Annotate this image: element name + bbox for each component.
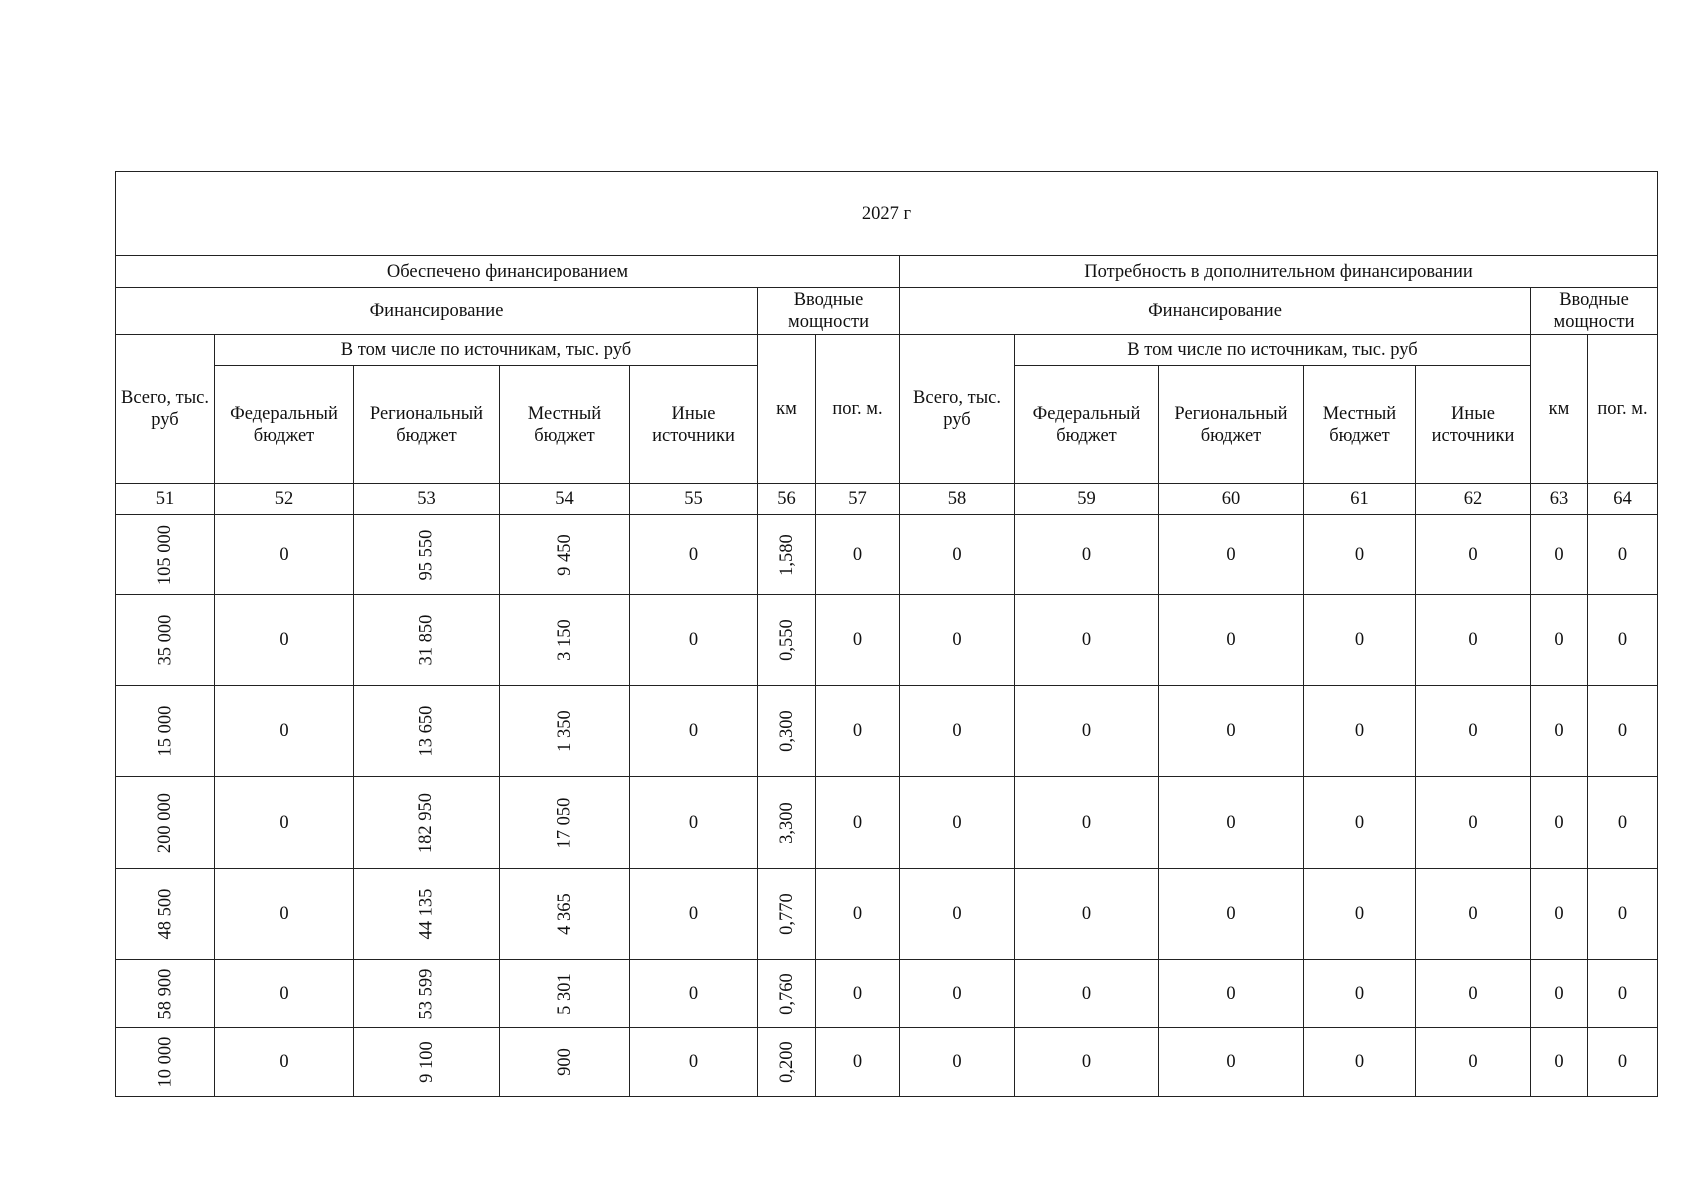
table-cell: 0: [1304, 515, 1416, 595]
table-cell: [500, 869, 630, 960]
table-cell: 0: [215, 960, 354, 1028]
table-cell: 0: [1588, 869, 1658, 960]
table-cell: 0: [1531, 595, 1588, 686]
table-cell: [500, 595, 630, 686]
table-cell: 0: [1159, 777, 1304, 869]
col-header-other: Иные источники: [630, 366, 758, 484]
section-additional-header: Потребность в дополнительном финансировании: [900, 256, 1658, 288]
table-cell: 0: [215, 777, 354, 869]
cell-value: 1 350: [554, 710, 575, 752]
col-header-total: Всего, тыс. руб: [900, 335, 1015, 484]
table-cell: [758, 869, 816, 960]
table-cell: 0: [1416, 1028, 1531, 1097]
table-cell: 0: [816, 595, 900, 686]
table-cell: 0: [630, 869, 758, 960]
table-cell: 0: [816, 686, 900, 777]
table-cell: 0: [900, 869, 1015, 960]
col-header-km: км: [758, 335, 816, 484]
table-row: [116, 960, 1658, 1028]
table-cell: [116, 1028, 215, 1097]
table-cell: [758, 1028, 816, 1097]
table-cell: 0: [1015, 777, 1159, 869]
table-cell: 0: [215, 595, 354, 686]
sources-header-additional: В том числе по источникам, тыс. руб: [1015, 335, 1531, 366]
table-cell: 0: [1588, 1028, 1658, 1097]
table-cell: [758, 686, 816, 777]
table-cell: 0: [1416, 869, 1531, 960]
table-row: [116, 869, 1658, 960]
table-cell: 0: [215, 515, 354, 595]
table-row: [116, 1028, 1658, 1097]
table-cell: 0: [1159, 595, 1304, 686]
table-row: [116, 777, 1658, 869]
cell-value: 48 500: [155, 888, 175, 940]
column-number: 52: [215, 484, 354, 515]
table-cell: [354, 686, 500, 777]
table-cell: 0: [816, 1028, 900, 1097]
cell-value: 0,760: [776, 972, 797, 1015]
cell-value: 31 850: [416, 614, 437, 666]
column-number: 54: [500, 484, 630, 515]
cell-value: 0,770: [776, 893, 797, 935]
cell-value: 0,550: [776, 619, 797, 661]
table-cell: [116, 515, 215, 595]
table-cell: [500, 777, 630, 869]
table-cell: 0: [215, 869, 354, 960]
col-header-regional: Региональный бюджет: [354, 366, 500, 484]
table-cell: 0: [1159, 1028, 1304, 1097]
cell-value: 3 150: [554, 619, 575, 661]
table-row: [116, 515, 1658, 595]
sources-header-secured: В том числе по источникам, тыс. руб: [215, 335, 758, 366]
table-cell: 0: [1531, 869, 1588, 960]
cell-value: 44 135: [416, 888, 437, 940]
table-cell: [354, 869, 500, 960]
col-header-local: Местный бюджет: [1304, 366, 1416, 484]
col-header-federal: Федеральный бюджет: [1015, 366, 1159, 484]
cell-value: 9 450: [554, 533, 575, 576]
table-cell: 0: [1015, 869, 1159, 960]
table-cell: 0: [1416, 777, 1531, 869]
capacity-header-additional: Вводные мощности: [1531, 288, 1658, 335]
table-cell: 0: [1304, 595, 1416, 686]
table-cell: 0: [1588, 777, 1658, 869]
table-cell: [500, 1028, 630, 1097]
col-header-federal: Федеральный бюджет: [215, 366, 354, 484]
capacity-header-secured: Вводные мощности: [758, 288, 900, 335]
col-header-km: км: [1531, 335, 1588, 484]
table-cell: 0: [1159, 869, 1304, 960]
table-row: [116, 686, 1658, 777]
table-cell: [354, 515, 500, 595]
section-secured-header: Обеспечено финансированием: [116, 256, 900, 288]
financing-header-additional: Финансирование: [900, 288, 1531, 335]
cell-value: 10 000: [155, 1036, 175, 1088]
table-cell: 0: [816, 960, 900, 1028]
cell-value: 0,300: [776, 710, 797, 752]
table-cell: [116, 595, 215, 686]
column-number: 60: [1159, 484, 1304, 515]
cell-value: 182 950: [416, 792, 437, 853]
table-cell: [116, 960, 215, 1028]
cell-value: 200 000: [155, 792, 175, 853]
table-cell: 0: [630, 777, 758, 869]
table-cell: [758, 960, 816, 1028]
table-cell: 0: [630, 960, 758, 1028]
table-cell: 0: [900, 1028, 1015, 1097]
table-cell: 0: [630, 515, 758, 595]
cell-value: 105 000: [155, 524, 175, 585]
cell-value: 4 365: [554, 893, 575, 935]
column-number: 58: [900, 484, 1015, 515]
table-cell: 0: [215, 686, 354, 777]
column-number: 64: [1588, 484, 1658, 515]
table-cell: 0: [900, 686, 1015, 777]
column-number: 63: [1531, 484, 1588, 515]
table-cell: 0: [816, 869, 900, 960]
table-cell: 0: [816, 515, 900, 595]
table-cell: 0: [1416, 686, 1531, 777]
cell-value: 95 550: [416, 529, 437, 580]
cell-value: 53 599: [416, 968, 437, 1019]
table-cell: [500, 515, 630, 595]
table-cell: 0: [1416, 515, 1531, 595]
table-cell: 0: [1304, 777, 1416, 869]
table-cell: [758, 777, 816, 869]
table-cell: 0: [1588, 515, 1658, 595]
table-cell: 0: [1015, 686, 1159, 777]
col-header-linear-m: пог. м.: [816, 335, 900, 484]
table-cell: [354, 1028, 500, 1097]
table-cell: 0: [1304, 960, 1416, 1028]
table-cell: 0: [1159, 515, 1304, 595]
cell-value: 3,300: [776, 801, 797, 844]
financing-header-secured: Финансирование: [116, 288, 758, 335]
table-cell: 0: [900, 515, 1015, 595]
cell-value: 0,200: [776, 1041, 797, 1083]
column-number: 56: [758, 484, 816, 515]
table-cell: [500, 960, 630, 1028]
table-cell: 0: [1531, 515, 1588, 595]
cell-value: 35 000: [155, 614, 175, 666]
financing-table: [115, 171, 1658, 1097]
table-cell: 0: [900, 777, 1015, 869]
column-number: 57: [816, 484, 900, 515]
table-cell: 0: [1531, 960, 1588, 1028]
table-cell: 0: [630, 686, 758, 777]
table-cell: 0: [900, 595, 1015, 686]
table-cell: 0: [1588, 686, 1658, 777]
table-cell: 0: [1159, 686, 1304, 777]
column-number: 51: [116, 484, 215, 515]
table-cell: 0: [630, 595, 758, 686]
table-cell: 0: [1531, 1028, 1588, 1097]
cell-value: 17 050: [554, 797, 575, 848]
column-number: 61: [1304, 484, 1416, 515]
column-number-row: [116, 484, 1658, 515]
table-cell: 0: [1304, 686, 1416, 777]
cell-value: 1,580: [776, 533, 797, 576]
table-cell: [116, 869, 215, 960]
table-cell: 0: [1015, 1028, 1159, 1097]
table-cell: [758, 515, 816, 595]
table-cell: 0: [816, 777, 900, 869]
table-cell: 0: [1588, 960, 1658, 1028]
table-cell: 0: [900, 960, 1015, 1028]
table-cell: 0: [1416, 595, 1531, 686]
column-number: 53: [354, 484, 500, 515]
table-cell: [116, 686, 215, 777]
table-cell: 0: [1304, 1028, 1416, 1097]
cell-value: 58 900: [155, 968, 175, 1019]
cell-value: 13 650: [416, 705, 437, 757]
table-cell: 0: [630, 1028, 758, 1097]
table-cell: 0: [1531, 686, 1588, 777]
col-header-other: Иные источники: [1416, 366, 1531, 484]
column-number: 59: [1015, 484, 1159, 515]
table-cell: [116, 777, 215, 869]
column-number: 62: [1416, 484, 1531, 515]
table-cell: 0: [1416, 960, 1531, 1028]
table-cell: 0: [1015, 515, 1159, 595]
table-cell: [758, 595, 816, 686]
col-header-regional: Региональный бюджет: [1159, 366, 1304, 484]
table-cell: 0: [1588, 595, 1658, 686]
col-header-linear-m: пог. м.: [1588, 335, 1658, 484]
table-cell: 0: [1015, 595, 1159, 686]
table-cell: 0: [1531, 777, 1588, 869]
year-header: 2027 г: [116, 172, 1658, 256]
table-cell: 0: [1159, 960, 1304, 1028]
cell-value: 15 000: [155, 705, 175, 757]
table-cell: 0: [1304, 869, 1416, 960]
cell-value: 5 301: [554, 972, 575, 1015]
column-number: 55: [630, 484, 758, 515]
col-header-total: Всего, тыс. руб: [116, 335, 215, 484]
cell-value: 9 100: [416, 1041, 437, 1083]
table-cell: 0: [215, 1028, 354, 1097]
table-cell: 0: [1015, 960, 1159, 1028]
table-cell: [500, 686, 630, 777]
table-cell: [354, 595, 500, 686]
table-cell: [354, 777, 500, 869]
table-cell: [354, 960, 500, 1028]
table-row: [116, 595, 1658, 686]
cell-value: 900: [554, 1048, 575, 1076]
col-header-local: Местный бюджет: [500, 366, 630, 484]
